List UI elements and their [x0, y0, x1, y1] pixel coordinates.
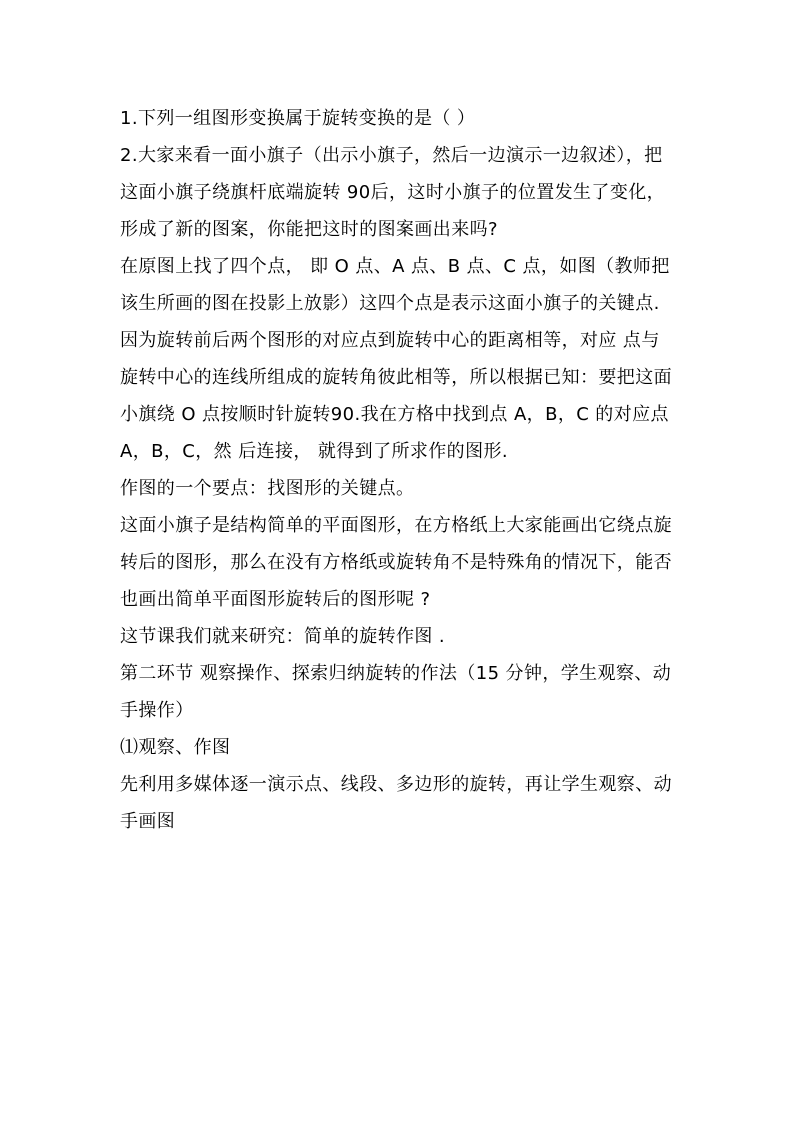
subsection-heading: ⑴观察、作图 — [120, 737, 231, 758]
document-body — [120, 100, 676, 840]
lead-in-question: 这面小旗子是结构简单的平面图形，在方格纸上大家能画出它绕点旋转后的图形，那么在没有方格纸或旋转角不是特殊角的情况下，能否也画出简单平面图形旋转后的图形呢 ? — [120, 515, 672, 610]
demonstration-instructions: 先利用多媒体逐一演示点、线段、多边形的旋转，再让学生观察、动手画图 — [120, 774, 672, 832]
drawing-key-point: 作图的一个要点：找图形的关键点。 — [120, 478, 415, 499]
key-points-explanation: 在原图上找了四个点， 即 O 点、A 点、B 点、C 点，如图（教师把该生所画的图在投影上放影）这四个点是表示这面小旗子的关键点.因为旋转前后两个图形的对应点到旋转中心的距离相等，对应 点与旋转中心的连线所组成的旋转角彼此相等，所以根据已知：要把这面小旗绕 O 点按顺时针旋转90.我在方格中找到点 A，B，C 的对应点 A，B，C，然 后连接， 就得到了所求作的图形. — [120, 256, 672, 462]
question-1: 1.下列一组图形变换属于旋转变换的是（ ） — [120, 108, 476, 129]
question-2: 2.大家来看一面小旗子（出示小旗子，然后一边演示一边叙述），把这面小旗子绕旗杆底端旋转 90后，这时小旗子的位置发生了变化，形成了新的图案，你能把这时的图案画出来吗? — [120, 145, 666, 240]
section-heading: 第二环节 观察操作、探索归纳旋转的作法（15 分钟，学生观察、动手操作） — [120, 663, 672, 721]
lesson-topic: 这节课我们就来研究：简单的旋转作图 . — [120, 626, 446, 647]
